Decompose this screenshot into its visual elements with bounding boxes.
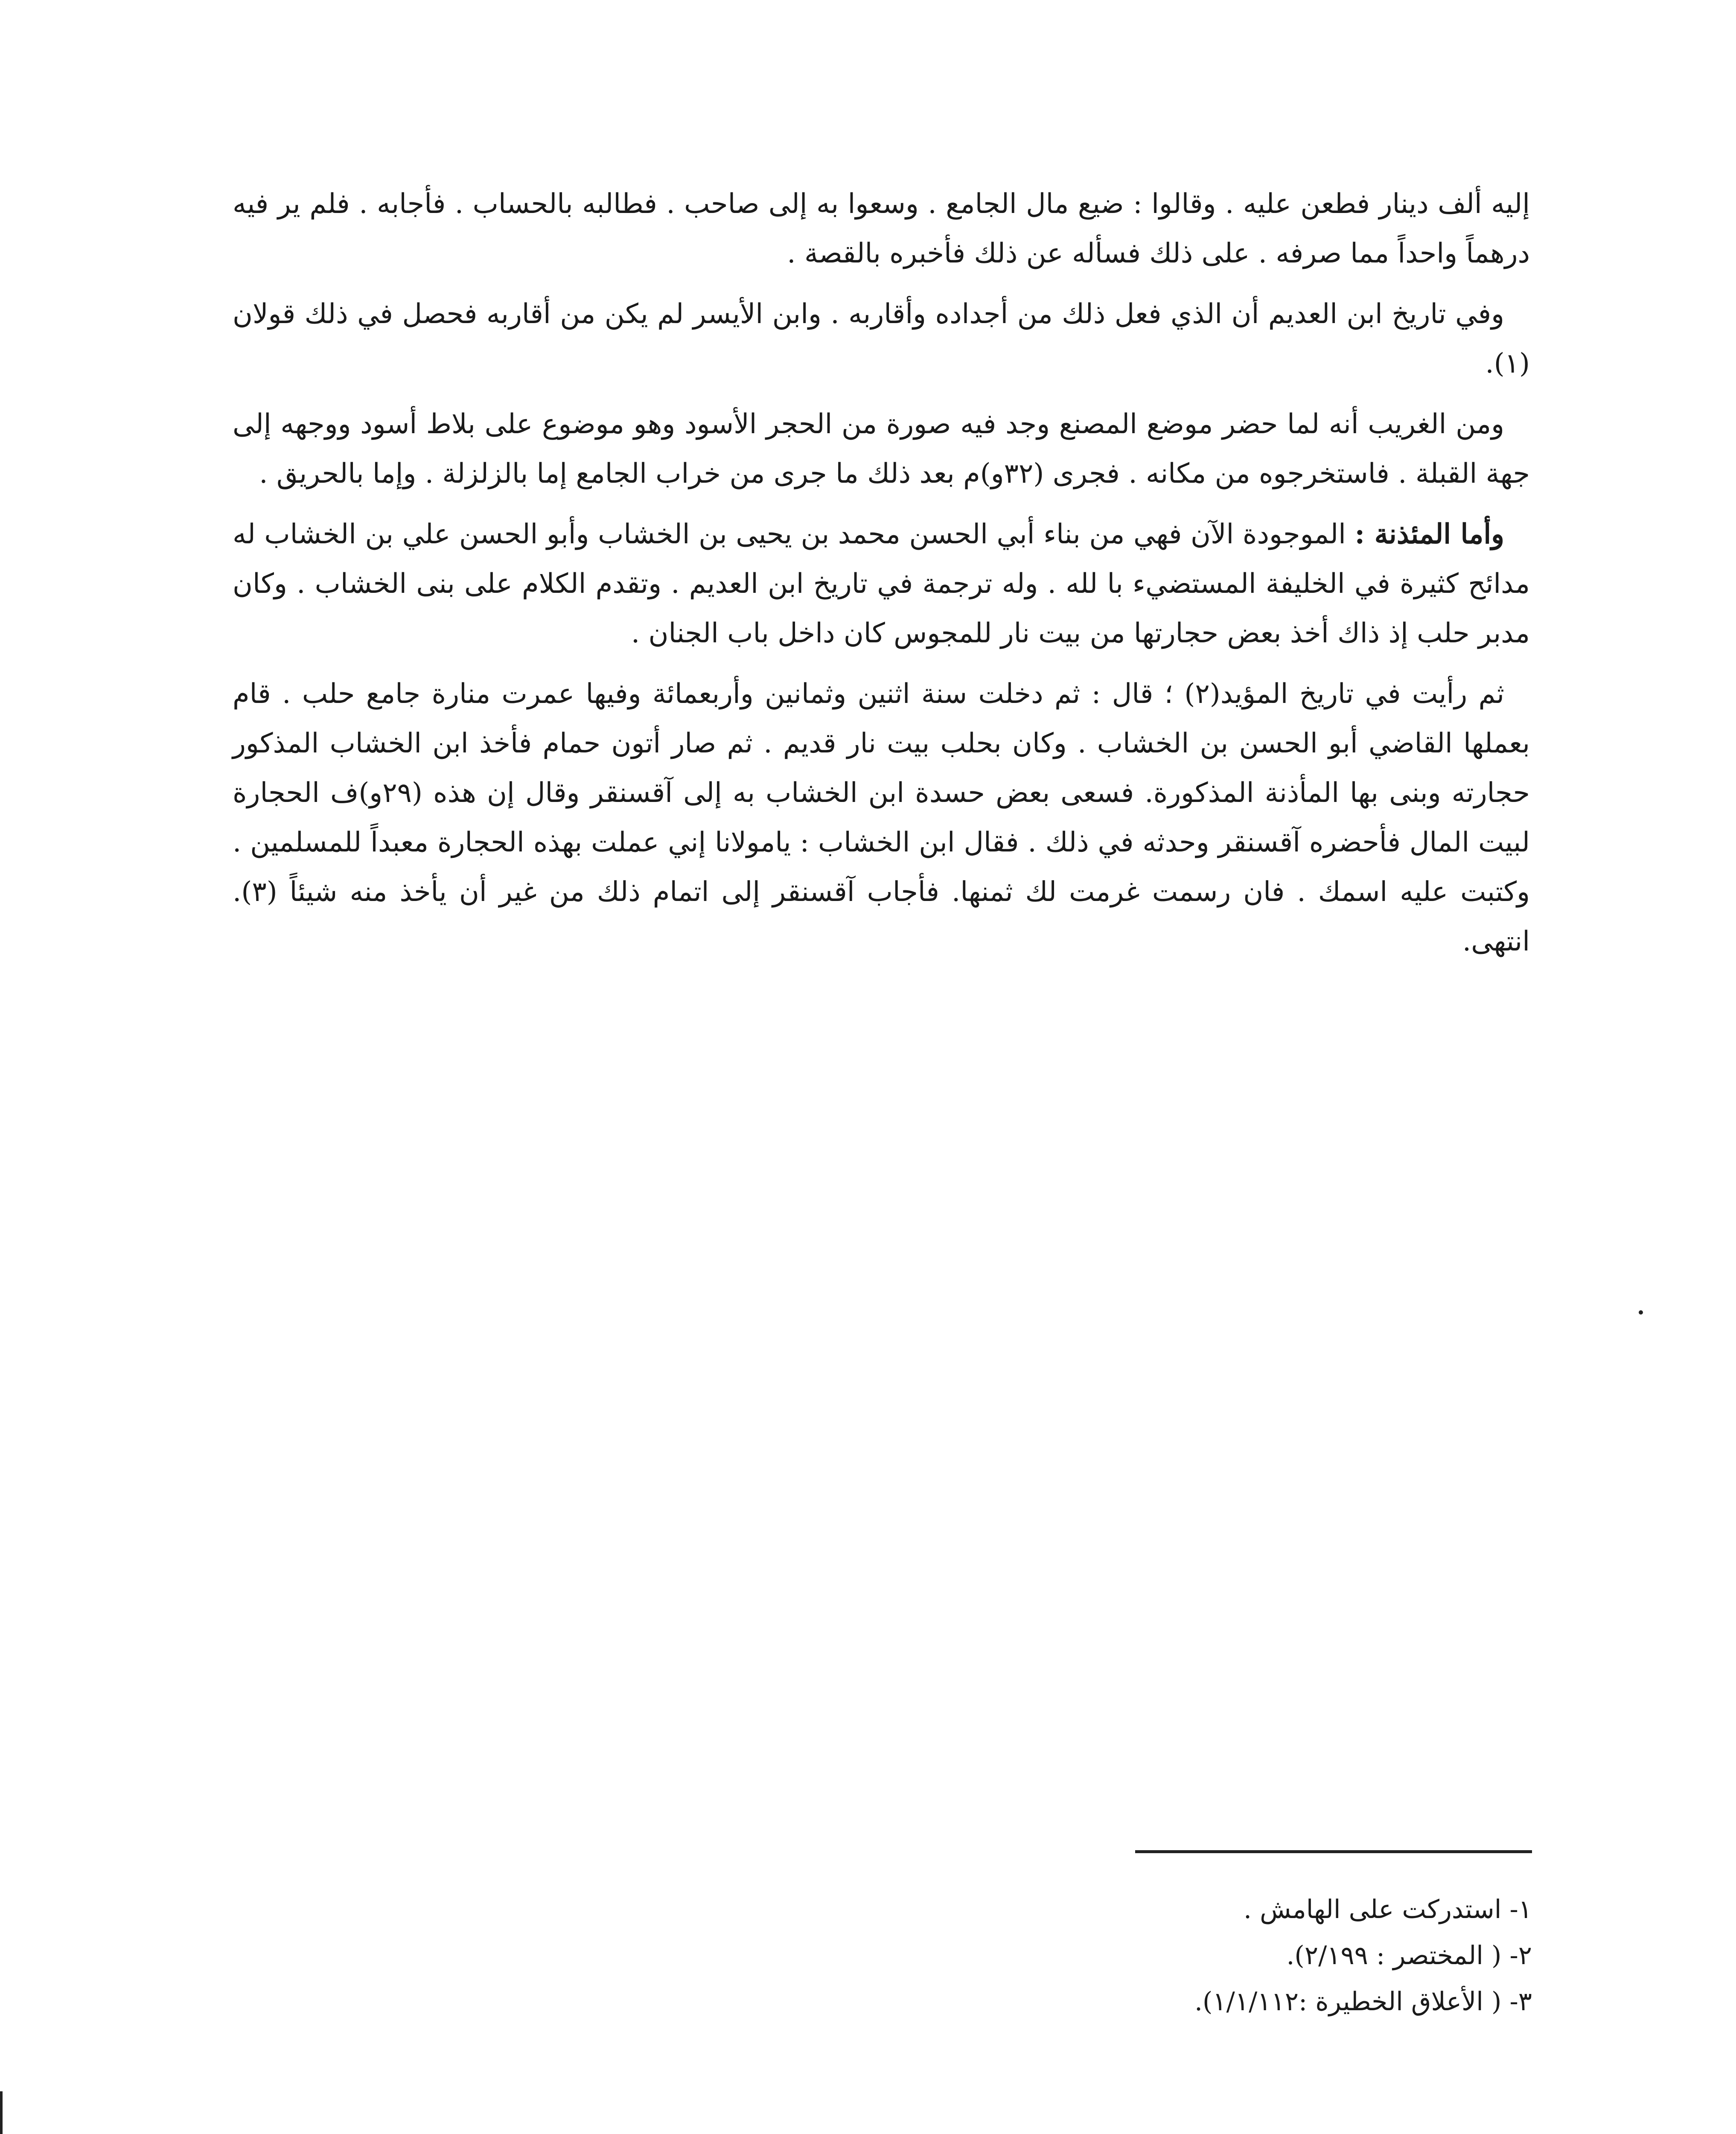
paragraph-5: ثم رأيت في تاريخ المؤيد(٢) ؛ قال : ثم دخلت سنة اثنين وثمانين وأربعمائة وفيها عمرت منارة جامع حلب . قام بعملها القاضي أبو الحسن بن الخشاب . وكان بحلب بيت نار قديم . ثم صار أتون حمام فأخذ ابن الخشاب المذكور حجارته وبنى بها المأذنة المذكورة. فسعى بعض حسدة ابن الخشاب به إلى آقسنقر وقال إن هذه (٢٩و)ف الحجارة لبيت المال فأحضره آقسنقر وحدثه في ذلك . فقال ابن الخشاب : يامولانا إني عملت بهذه الحجارة معبداً للمسلمين . وكتبت عليه اسمك . فان رسمت غرمت لك ثمنها. فأجاب آقسنقر إلى اتمام ذلك من غير أن يأخذ منه شيئاً (٣). انتهى. bbox=[233, 678, 1530, 957]
paragraph-4 bbox=[233, 510, 1530, 658]
footnote-separator bbox=[1135, 1850, 1532, 1853]
footnotes bbox=[768, 1886, 1532, 2025]
footnote-1: ١- استدركت على الهامش . bbox=[1243, 1895, 1532, 1924]
scan-edge-mark bbox=[0, 2091, 3, 2134]
scan-speck bbox=[1639, 1310, 1643, 1315]
footnote-3: ٣- ( الأعلاق الخطيرة :١/١/١١٢). bbox=[1194, 1987, 1532, 2017]
paragraph-3: ومن الغريب أنه لما حضر موضع المصنع وجد فيه صورة من الحجر الأسود وهو موضوع على بلاط أسود ووجهه إلى جهة القبلة . فاستخرجوه من مكانه . فجرى (٣٢و)م بعد ذلك ما جرى من خراب الجامع إما بالزلزلة . وإما بالحريق . bbox=[233, 408, 1530, 490]
main-text bbox=[233, 179, 1530, 977]
paragraph-4-lead: وأما المئذنة : bbox=[1354, 518, 1505, 550]
footnote-2: ٢- ( المختصر : ٢/١٩٩). bbox=[1286, 1941, 1532, 1971]
paragraph-4-body: الموجودة الآن فهي من بناء أبي الحسن محمد بن يحيى بن الخشاب وأبو الحسن علي بن الخشاب له مدائح كثيرة في الخليفة المستضيء با لله . وله ترجمة في تاريخ ابن العديم . وتقدم الكلام على بنى الخشاب . وكان مدبر حلب إذ ذاك أخذ بعض حجارتها من بيت نار للمجوس كان داخل باب الجنان . bbox=[233, 519, 1530, 649]
paragraph-2: وفي تاريخ ابن العديم أن الذي فعل ذلك من أجداده وأقاربه . وابن الأيسر لم يكن من أقاربه فحصل في ذلك قولان (١). bbox=[233, 298, 1530, 379]
paragraph-1: إليه ألف دينار فطعن عليه . وقالوا : ضيع مال الجامع . وسعوا به إلى صاحب . فطالبه بالحساب . فأجابه . فلم ير فيه درهماً واحداً مما صرفه . على ذلك فسأله عن ذلك فأخبره بالقصة . bbox=[233, 188, 1530, 269]
